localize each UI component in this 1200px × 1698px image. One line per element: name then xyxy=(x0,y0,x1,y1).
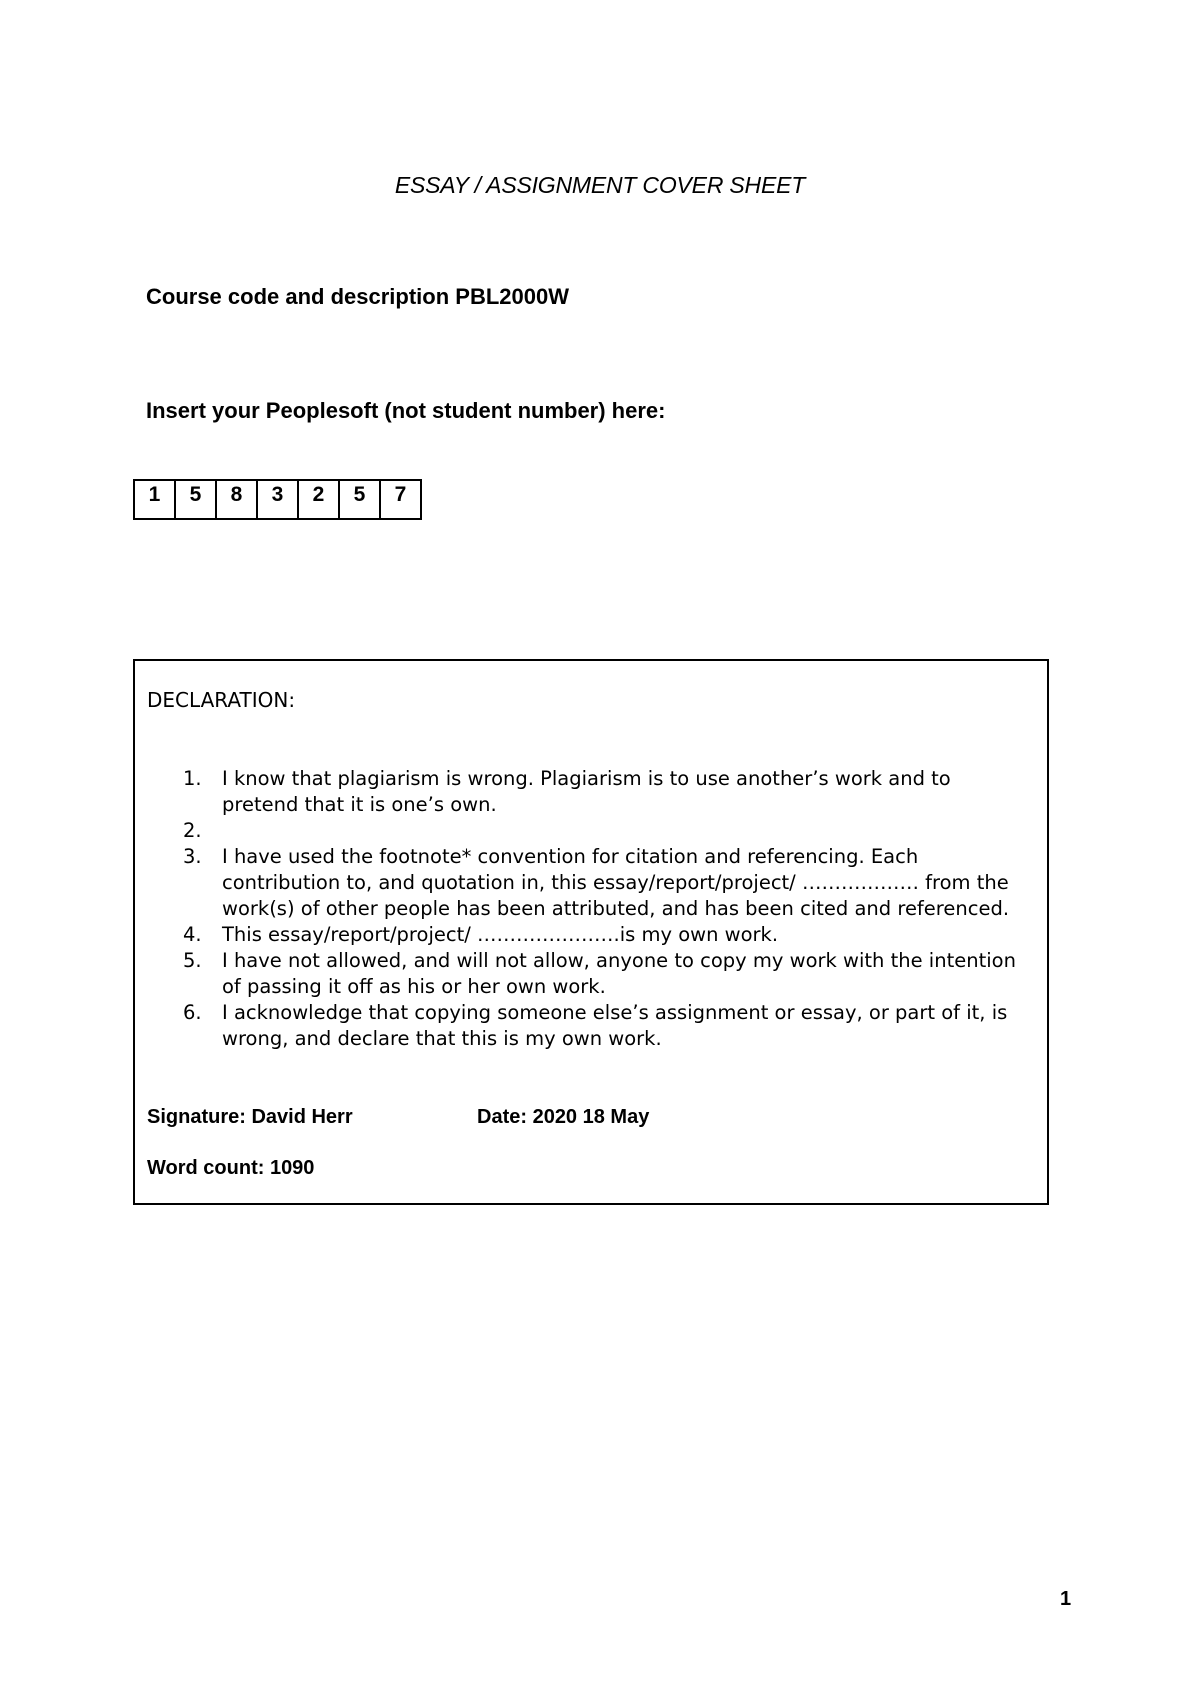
peoplesoft-digit: 2 xyxy=(298,480,339,519)
declaration-item-number: 2. xyxy=(183,819,202,842)
declaration-item xyxy=(183,1000,1033,1052)
declaration-item-text: I acknowledge that copying someone else’s assignment or essay, or part of it, is wrong, and declare that this is my own work. xyxy=(222,1001,1008,1050)
declaration-item-number: 3. xyxy=(183,845,202,868)
word-count: Word count: 1090 xyxy=(147,1157,315,1179)
declaration-heading: DECLARATION: xyxy=(147,688,296,712)
declaration-item xyxy=(183,844,1033,922)
document-title: ESSAY / ASSIGNMENT COVER SHEET xyxy=(394,172,806,198)
declaration-item-text: This essay/report/project/ ………………….is my own work. xyxy=(222,923,779,946)
signature-line: Signature: David Herr xyxy=(147,1106,353,1128)
peoplesoft-digit: 7 xyxy=(380,480,421,519)
peoplesoft-digit: 5 xyxy=(175,480,216,519)
declaration-list xyxy=(183,766,1033,1052)
declaration-item xyxy=(183,948,1033,1000)
course-code-line: Course code and description PBL2000W xyxy=(146,284,569,309)
declaration-item-number: 5. xyxy=(183,949,202,972)
declaration-item-number: 4. xyxy=(183,923,202,946)
declaration-item-number: 6. xyxy=(183,1001,202,1024)
peoplesoft-number-table xyxy=(133,479,422,520)
declaration-item-text: I know that plagiarism is wrong. Plagiarism is to use another’s work and to pretend that it is one’s own. xyxy=(222,767,951,816)
peoplesoft-prompt: Insert your Peoplesoft (not student number) here: xyxy=(146,398,666,423)
date-line: Date: 2020 18 May xyxy=(477,1106,650,1128)
page-number: 1 xyxy=(1060,1588,1072,1610)
peoplesoft-digit: 1 xyxy=(134,480,175,519)
declaration-item-text: I have used the footnote* convention for citation and referencing. Each contribution to, and quotation in, this essay/report/project/ ……………… from the work(s) of other people has been attributed, and has been cited and referenced. xyxy=(222,845,1010,920)
declaration-item xyxy=(183,922,1033,948)
peoplesoft-digit: 5 xyxy=(339,480,380,519)
peoplesoft-digit: 3 xyxy=(257,480,298,519)
declaration-item-text: I have not allowed, and will not allow, anyone to copy my work with the intention of passing it off as his or her own work. xyxy=(222,949,1016,998)
declaration-item xyxy=(183,818,1033,844)
declaration-item xyxy=(183,766,1033,818)
declaration-box xyxy=(133,659,1049,1205)
declaration-item-number: 1. xyxy=(183,767,202,790)
peoplesoft-digit: 8 xyxy=(216,480,257,519)
